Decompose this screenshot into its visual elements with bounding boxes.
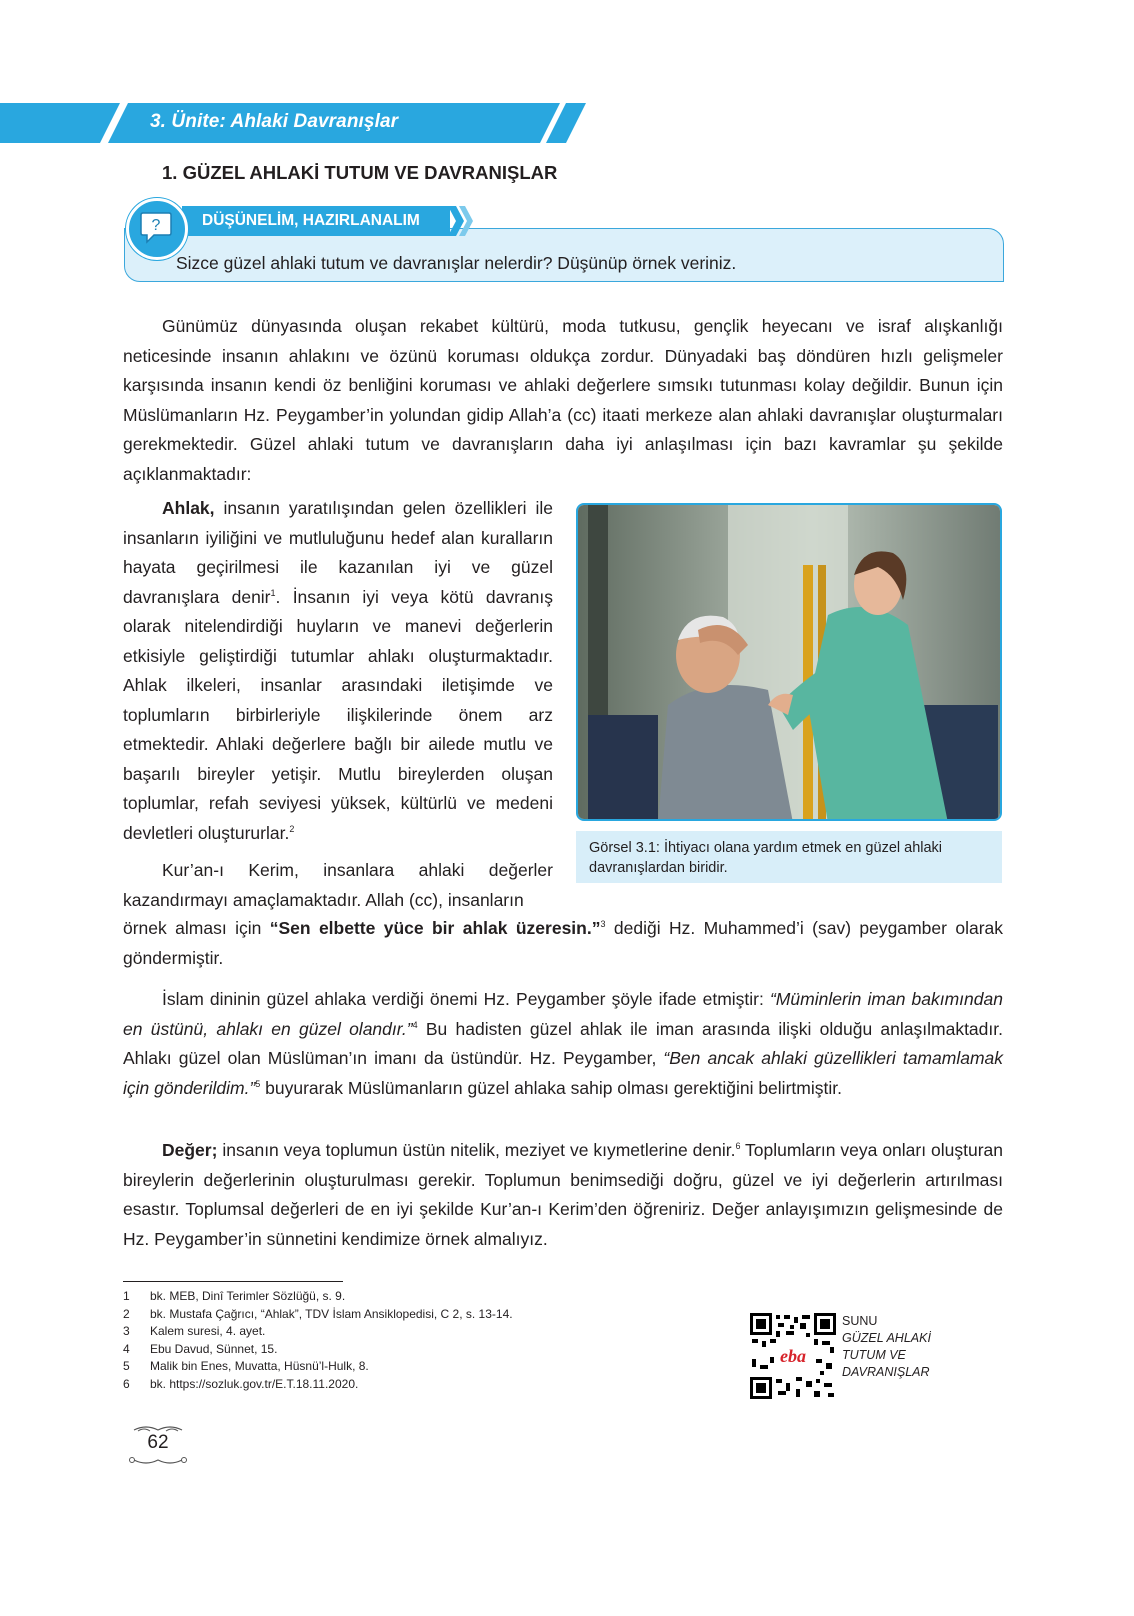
hadith-quote-1: “Müminlerin iman bakımından en üstünü, ahlakı en güzel olandır.”	[123, 989, 1003, 1039]
sunu-link[interactable]	[842, 1313, 931, 1381]
footnote-ref-4: 4	[412, 1019, 418, 1030]
term-ahlak: Ahlak,	[162, 498, 215, 518]
paragraph-deger: Değer; insanın veya toplumun üstün nitelik, meziyet ve kıymetlerine denir.$^6$ Toplumların veya onları oluşturan bireylerin değerlerinin oluşturulması gerekir. Toplumun benimsediği doğru, güzel ve iyi değerlerin artırılması esastır. Toplumsal değerleri de en iyi şekilde Kur’an-ı Kerim’den öğreniriz. Değer anlayışımızın gelişmesinde de Hz. Peygamber’in sünnetini kendimize örnek almalıyız.	[123, 1140, 1003, 1249]
paragraph-kuran-part1: Kur’an-ı Kerim, insanlara ahlaki değerler kazandırmayı amaçlamaktadır. Allah (cc), insanların	[123, 860, 553, 910]
qr-code-icon[interactable]	[750, 1313, 836, 1399]
think-box-question: Sizce güzel ahlaki tutum ve davranışlar nelerdir? Düşünüp örnek veriniz.	[176, 253, 737, 273]
footnotes	[123, 1288, 513, 1393]
section-title: 1. GÜZEL AHLAKİ TUTUM VE DAVRANIŞLAR	[162, 162, 558, 183]
figure-caption: Görsel 3.1: İhtiyacı olana yardım etmek en güzel ahlaki davranışlardan biridir.	[576, 831, 1002, 883]
sunu-label: SUNU	[842, 1314, 878, 1328]
footnote-ref-3: 3	[600, 919, 606, 929]
sunu-title-line: DAVRANIŞLAR	[842, 1365, 930, 1379]
svg-text:?: ?	[151, 217, 161, 234]
footnote-ref-6: 6	[735, 1141, 741, 1151]
unit-title: 3. Ünite: Ahlaki Davranışlar	[150, 111, 399, 132]
think-box-label: DÜŞÜNELİM, HAZIRLANALIM	[182, 206, 450, 236]
footnote-ref-1: 1	[270, 587, 276, 598]
paragraph-kuran-part2: örnek alması için “Sen elbette yüce bir ahlak üzeresin.”$^3$ dediği Hz. Muhammed’i (sav) peygamber olarak göndermiştir.	[123, 918, 1004, 968]
paragraph-intro: Günümüz dünyasında oluşan rekabet kültürü, moda tutkusu, gençlik heyecanı ve israf alışkanlığı neticesinde insanın ahlakını ve özünü koruması oldukça zordur. Dünyadaki baş döndüren hızlı gelişmeler karşısında insanın kendi öz benliğini koruması ve ahlaki değerlere sımsıkı tutunması kolay değildir. Bunun için Müslümanların Hz. Peygamber’in yolundan gidip Allah’a (cc) itaati merkeze alan ahlaki davranışlar oluşturmaları gerekmektedir. Güzel ahlaki tutum ve davranışların daha iyi anlaşılması için bazı kavramlar şu şekilde açıklanmaktadır:	[123, 316, 1003, 484]
footnote-item: 1 bk. MEB, Dinî Terimler Sözlüğü, s. 9.	[123, 1289, 346, 1303]
footnote-item: 5 Malik bin Enes, Muvatta, Hüsnü’l-Hulk, 8.	[123, 1359, 369, 1373]
figure-photo-helping-elderly	[576, 503, 1002, 821]
question-speech-bubble-icon	[126, 198, 188, 260]
hadith-quote-2: “Ben ancak ahlaki güzellikleri tamamlamak için gönderildim.”	[123, 1048, 1004, 1098]
quote-ahlak-uzere: “Sen elbette yüce bir ahlak üzeresin.”	[269, 918, 601, 938]
footnote-item: 6 bk. https://sozluk.gov.tr/E.T.18.11.2020.	[123, 1376, 359, 1391]
paragraph-islam-ahlak: İslam dininin güzel ahlaka verdiği önemi Hz. Peygamber şöyle ifade etmiştir: “Müminlerin iman bakımından en üstünü, ahlakı en güzel olandır.”$^4$ Bu hadisten güzel ahlak ile iman arasında ilişki olduğu anlaşılmaktadır. Ahlakı güzel olan Müslüman’ın imanı da üstündür. Hz. Peygamber, “Ben ancak ahlaki güzellikleri tamamlamak için gönderildim.”$^5$ buyurarak Müslümanların güzel ahlaka sahip olması gerektiğini belirtmiştir.	[123, 989, 1004, 1098]
footnote-ref-2: 2	[289, 823, 295, 834]
footnote-divider	[123, 1281, 343, 1282]
sunu-title-line: GÜZEL AHLAKİ	[842, 1331, 931, 1345]
term-deger: Değer;	[162, 1140, 218, 1160]
paragraph-ahlak: Ahlak, insanın yaratılışından gelen özellikleri ile insanların iyiliğini ve mutluluğunu hedef alan kuralların hayata geçirilmesi ile kazanılan iyi ve güzel davranışlara denir$^1$. İnsanın iyi veya kötü davranış olarak nitelendirdiği huyların ve manevi değerlerin etkisiyle geliştirdiği tutumlar ahlakı oluşturmaktadır. Ahlak ilkeleri, insanlar arasındaki iletişimde ve toplumların birbirleriyle ilişkilerinde önem arz etmektedir. Ahlaki değerlere bağlı bir ailede mutlu ve başarılı bireyler yetişir. Mutlu bireylerden oluşan toplumlar, refah seviyesi yüksek, kültürlü ve medeni devletleri oluştururlar.$^2$	[123, 498, 553, 843]
footnote-item: 4 Ebu Davud, Sünnet, 15.	[123, 1341, 278, 1356]
page-number: 62	[120, 1424, 196, 1466]
eba-logo: eba	[780, 1346, 806, 1366]
footnote-item: 3 Kalem suresi, 4. ayet.	[123, 1324, 266, 1338]
sunu-title-line: TUTUM VE	[842, 1348, 906, 1362]
footnote-ref-5: 5	[255, 1078, 261, 1089]
footnote-item: 2 bk. Mustafa Çağrıcı, “Ahlak”, TDV İslam Ansiklopedisi, C 2, s. 13-14.	[123, 1306, 513, 1321]
chevron-decoration-icon	[448, 206, 478, 236]
